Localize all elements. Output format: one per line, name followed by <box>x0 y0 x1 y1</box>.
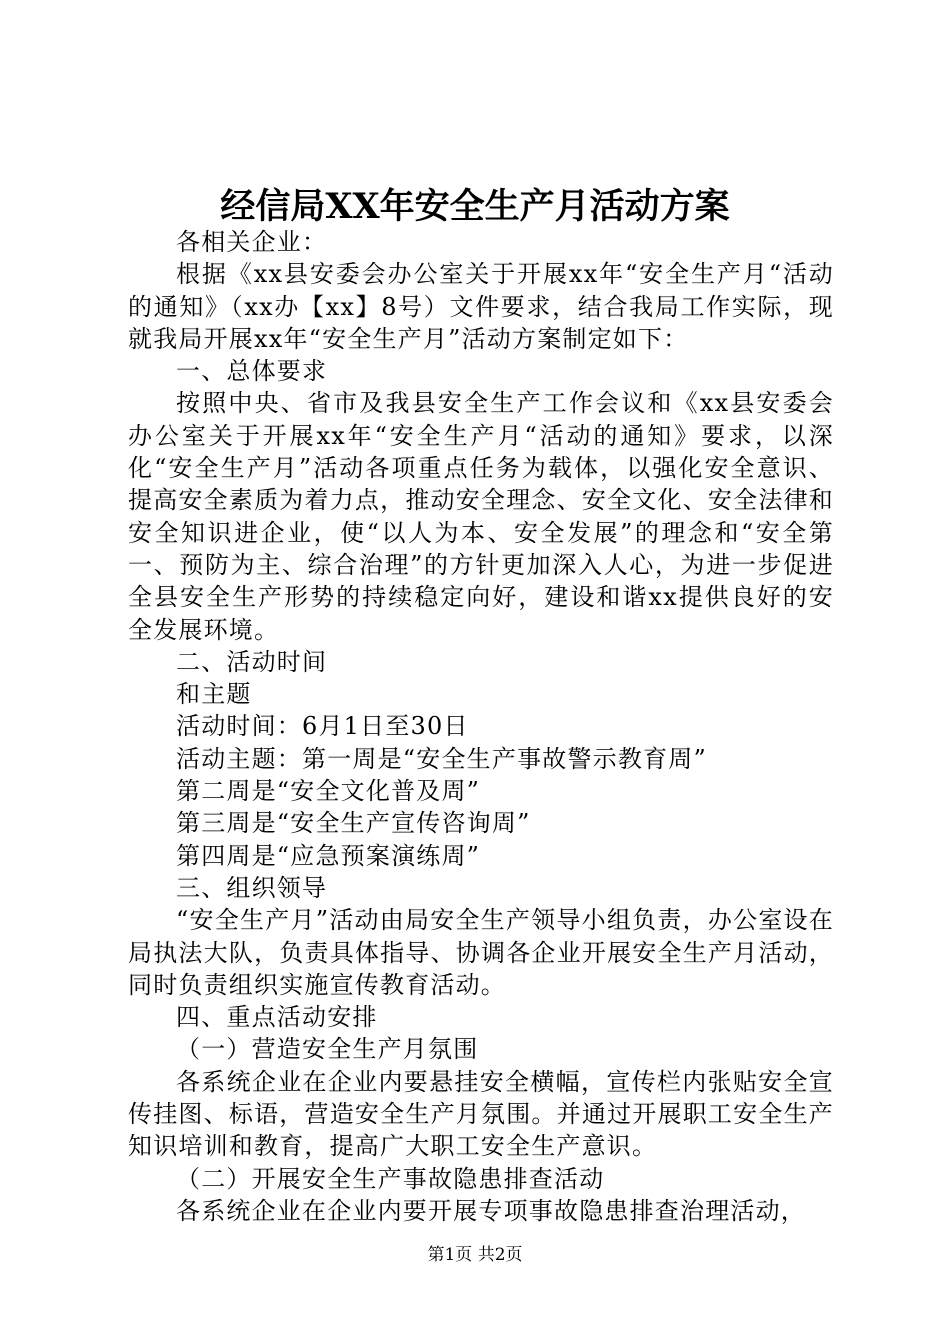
paragraph: 活动时间：6月1日至30日 <box>176 712 469 741</box>
paragraph: 第二周是“安全文化普及周” <box>176 777 481 806</box>
paragraph: 各系统企业在企业内要悬挂安全横幅，宣传栏内张贴安全宣传挂图、标语，营造安全生产月氛围。并通过开展职工安全生产知识培训和教育，提高广大职工安全生产意识。 <box>128 1067 834 1161</box>
section-heading: 三、组织领导 <box>176 873 328 902</box>
document-body <box>128 226 834 1227</box>
paragraph: 根据《xx县安委会办公室关于开展xx年“安全生产月“活动的通知》（xx办【xx】8号）文件要求，结合我局工作实际，现就我局开展xx年“安全生产月”活动方案制定如下： <box>128 260 834 353</box>
subsection-heading: （二）开展安全生产事故隐患排查活动 <box>176 1164 605 1193</box>
paragraph: 第四周是“应急预案演练周” <box>176 841 481 870</box>
section-heading: 一、总体要求 <box>176 357 328 386</box>
page-footer: 第1页 共2页 <box>427 1245 523 1265</box>
paragraph: 各相关企业： <box>176 228 328 256</box>
paragraph: 活动主题：第一周是“安全生产事故警示教育周” <box>176 744 707 773</box>
document-title: 经信局XX年安全生产月活动方案 <box>220 186 730 227</box>
paragraph: 和主题 <box>176 680 252 709</box>
subsection-heading: （一）营造安全生产月氛围 <box>176 1035 479 1064</box>
paragraph: “安全生产月”活动由局安全生产领导小组负责，办公室设在局执法大队，负责具体指导、协调各企业开展安全生产月活动，同时负责组织实施宣传教育活动。 <box>128 906 834 999</box>
section-heading: 二、活动时间 <box>176 647 328 676</box>
paragraph: 按照中央、省市及我县安全生产工作会议和《xx县安委会办公室关于开展xx年“安全生产月“活动的通知》要求，以深化“安全生产月”活动各项重点任务为载体，以强化安全意识、提高安全素质为着力点，推动安全理念、安全文化、安全法律和安全知识进企业，使“以人为本、安全发展”的理念和“安全第一、预防为主、综合治理”的方针更加深入人心，为进一步促进全县安全生产形势的持续稳定向好，建设和谐xx提供良好的安全发展环境。 <box>128 389 834 644</box>
paragraph: 第三周是“安全生产宣传咨询周” <box>176 809 531 838</box>
section-heading: 四、重点活动安排 <box>176 1003 378 1032</box>
paragraph: 各系统企业在企业内要开展专项事故隐患排查治理活动， <box>176 1196 806 1225</box>
